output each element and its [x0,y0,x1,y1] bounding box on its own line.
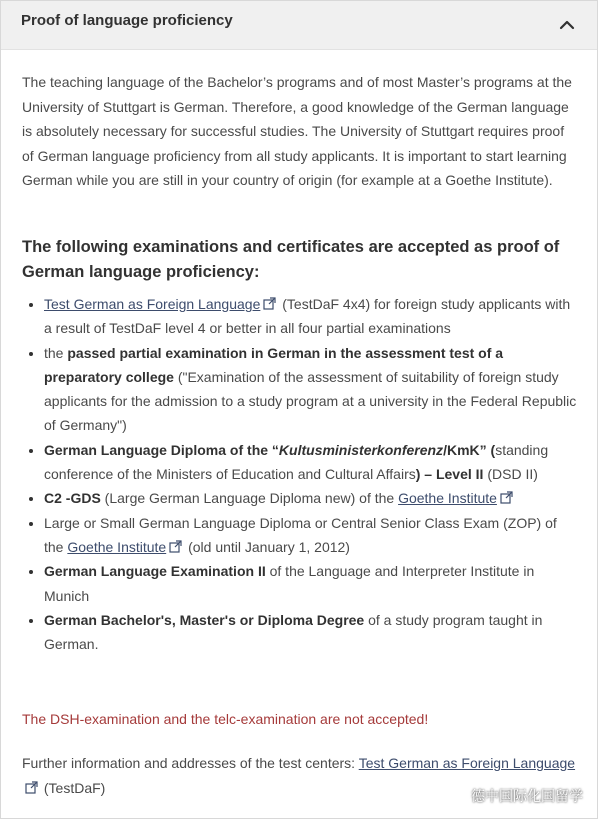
list-item [44,486,579,510]
further-info-tail: (TestDaF) [40,779,106,796]
list-item-text: of the Language and Interpreter Institute in Munich [44,563,535,604]
certificate-list [22,292,579,656]
accordion-header[interactable] [1,1,597,50]
list-item-text: (Large German Language Diploma new) of the [100,490,399,507]
accordion-title: Proof of language proficiency [21,12,233,29]
list-item [44,511,579,560]
list-item-bold: passed partial examination in German in the assessment test of a preparatory college [44,344,504,385]
list-item-text: Large or Small German Language Diploma or Central Senior Class Exam (ZOP) of the [44,514,557,555]
list-item-bold: ) – Level II [415,466,484,483]
chevron-up-icon[interactable] [557,15,577,35]
further-info-text: Further information and addresses of the test centers: [22,755,359,771]
accepted-heading: The following examinations and certificates are accepted as proof of German language proficiency: [22,238,560,281]
watermark [444,786,583,806]
external-link-icon[interactable] [500,491,513,504]
list-item-text: (TestDaF 4x4) for foreign study applicants with a result of TestDaF level 4 or better in all four partial examinations [44,296,571,337]
intro-block [22,70,579,193]
wechat-logo-icon [444,787,466,805]
list-item-prefix: the [44,344,68,361]
list-item [44,608,579,657]
goethe-institute-link[interactable]: Goethe Institute [398,490,497,507]
list-item-bold: /KmK” [443,441,487,458]
list-item-bold-italic: Kultusministerkonferenz [278,441,444,458]
warning-block [22,707,579,732]
watermark-text: 德中国际化国留学 [471,788,583,804]
external-link-icon[interactable] [263,297,276,310]
external-link-icon[interactable] [25,781,38,794]
list-item-bold: German Language Diploma of the “ [44,441,279,458]
list-item-tail: (DSD II) [483,466,538,483]
testdaf-link[interactable]: Test German as Foreign Language [44,296,261,312]
external-link-icon[interactable] [169,540,182,553]
list-item-text: of a study program taught in German. [44,611,543,653]
warning-text: The DSH-examination and the telc-examination are not accepted! [22,711,429,727]
testdaf-link[interactable]: Test German as Foreign Language [358,755,576,771]
list-item [44,292,579,341]
list-item-text: ("Examination of the assessment of suitability of foreign study applicants for the admission to a study program at a university in the Federal Republic of Germany") [44,368,577,434]
list-item [44,559,579,608]
list-item-text: standing conference of the Ministers of Education and Cultural Affairs [44,441,549,483]
list-item [44,341,579,438]
list-item-bold: ( [486,441,496,458]
list-item [44,438,579,487]
list-item-tail: (old until January 1, 2012) [184,538,350,555]
intro-paragraph: The teaching language of the Bachelor’s programs and of most Master’s programs at the University of Stuttgart is German. Therefore, a good knowledge of the German language is absolutely necessary for successful studies. The University of Stuttgart requires proof of German language proficiency from all study applicants. It is important to start learning German while you are still in your country of origin (for example at a Goethe Institute). [22,74,572,188]
list-item-bold: C2 -GDS [44,490,101,507]
goethe-institute-link[interactable]: Goethe Institute [67,538,167,555]
list-item-bold: German Bachelor's, Master's or Diploma Degree [44,611,365,628]
list-item-bold: German Language Examination II [44,563,266,580]
